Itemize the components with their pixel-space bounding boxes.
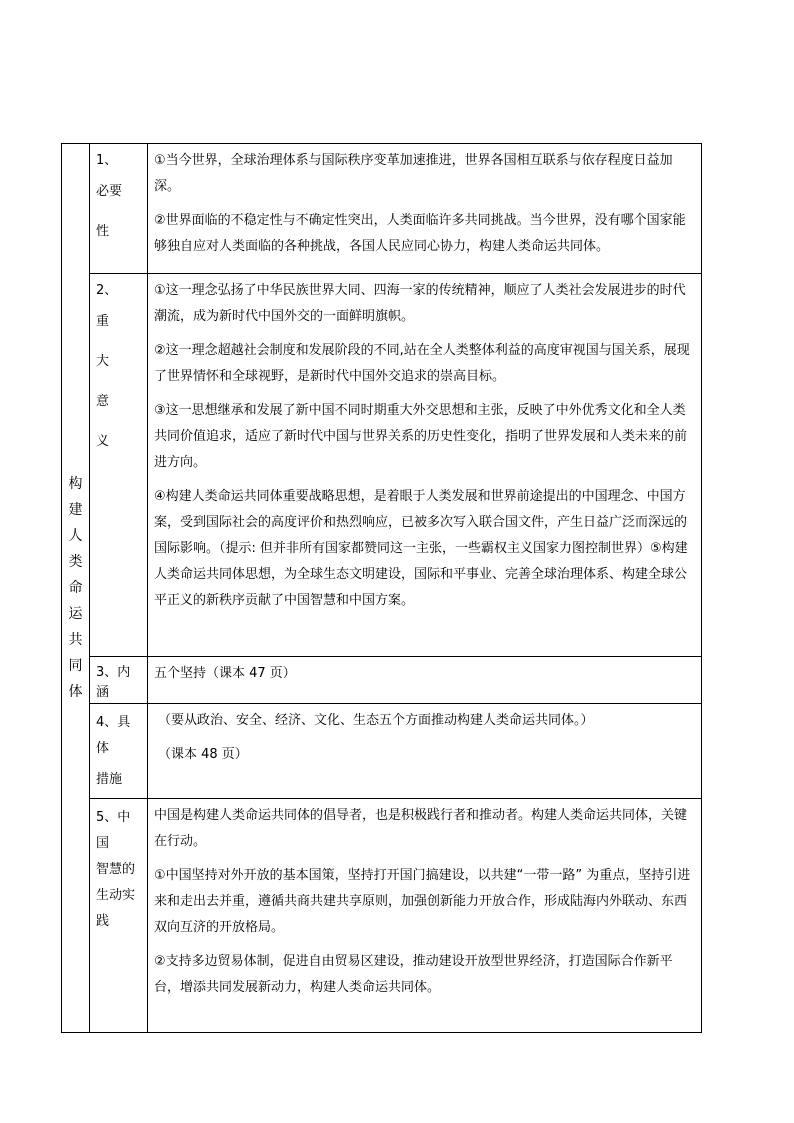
topic-char: 人 <box>68 528 83 544</box>
label-line: 5、中国 <box>96 810 131 851</box>
content-paragraph: 中国是构建人类命运共同体的倡导者，也是积极践行者和推动者。构建人类命运共同体，关键在行动。 <box>154 808 688 849</box>
label-line: 3、内涵 <box>96 665 131 700</box>
row-label-significance <box>90 274 148 657</box>
content-paragraph: ①当今世界，全球治理体系与国际秩序变革加速推进，世界各国相互联系与依存程度日益加深。 <box>154 153 673 194</box>
label-line: 义 <box>96 434 110 449</box>
label-line: 4、具体 <box>96 715 131 756</box>
topic-char: 共 <box>68 632 83 648</box>
label-line: 1、 <box>96 153 118 168</box>
content-paragraph: ③这一思想继承和发展了新中国不同时期重大外交思想和主张，反映了中外优秀文化和全人类共同价值追求，适应了新时代中国与世界关系的历史性变化，指明了世界发展和人类未来的前进方向。 <box>154 403 688 470</box>
label-line: 措施 <box>96 772 123 787</box>
label-line: 2、 <box>96 283 118 298</box>
content-table <box>61 143 702 1033</box>
content-paragraph: 五个坚持（课本 47 页） <box>154 666 296 681</box>
table-row <box>62 704 702 799</box>
table-row <box>62 799 702 1033</box>
label-line: 重 <box>96 314 110 329</box>
label-line: 性 <box>96 224 110 239</box>
row-content-connotation <box>148 657 702 704</box>
content-paragraph: ②世界面临的不稳定性与不确定性突出，人类面临许多共同挑战。当今世界，没有哪个国家能够独自应对人类面临的各种挑战，各国人民应同心协力，构建人类命运共同体。 <box>154 213 686 254</box>
topic-char: 同 <box>68 658 83 674</box>
label-line: 意 <box>96 394 110 409</box>
table-row <box>62 657 702 704</box>
content-paragraph: （课本 48 页） <box>158 747 248 762</box>
content-paragraph: ②支持多边贸易体制，促进自由贸易区建设，推动建设开放型世界经济，打造国际合作新平台，增添共同发展新动力，构建人类命运共同体。 <box>154 954 673 995</box>
topic-char: 命 <box>68 580 83 596</box>
topic-char: 运 <box>68 606 83 622</box>
row-content-significance <box>148 274 702 657</box>
label-line: 大 <box>96 354 110 369</box>
row-label-measures <box>90 704 148 799</box>
label-line: 智慧的 <box>96 862 136 877</box>
row-label-practice <box>90 799 148 1033</box>
table-row <box>62 274 702 657</box>
topic-char: 体 <box>68 684 83 700</box>
table-row <box>62 144 702 274</box>
content-paragraph: ①中国坚持对外开放的基本国策，坚持打开国门搞建设，以共建“一带一路” 为重点，坚持引进来和走出去并重，遵循共商共建共享原则，加强创新能力开放合作，形成陆海内外联动、东西双向互济的开放格局。 <box>154 868 691 935</box>
label-line: 必要 <box>96 184 123 199</box>
topic-char: 建 <box>68 502 83 518</box>
content-paragraph: ①这一理念弘扬了中华民族世界大同、四海一家的传统精神，顺应了人类社会发展进步的时代潮流，成为新时代中国外交的一面鲜明旗帜。 <box>154 283 686 324</box>
content-paragraph: （要从政治、安全、经济、文化、生态五个方面推动构建人类命运共同体。） <box>158 713 594 728</box>
topic-cell <box>62 144 90 1033</box>
label-line: 践 <box>96 914 110 929</box>
row-content-measures <box>148 704 702 799</box>
topic-char: 类 <box>68 554 83 570</box>
row-label-connotation <box>90 657 148 704</box>
label-line: 生动实 <box>96 888 136 903</box>
topic-char: 构 <box>68 476 83 492</box>
content-paragraph: ④构建人类命运共同体重要战略思想，是着眼于人类发展和世界前途提出的中国理念、中国方案，受到国际社会的高度评价和热烈响应，已被多次写入联合国文件，产生日益广泛而深远的国际影响。（提示: 但并非所有国家都赞同这一主张，一些霸权主义国家力图控制世界）⑤构建人类命运共同体思想，为全球生态文明建设，国际和平事业、完善全球治理体系、构建全球公平正义的新秩序贡献了中国智慧和中国方案。 <box>154 489 688 608</box>
row-content-practice <box>148 799 702 1033</box>
row-content-necessity <box>148 144 702 274</box>
content-paragraph: ②这一理念超越社会制度和发展阶段的不同,站在全人类整体利益的高度审视国与国关系，展现了世界情怀和全球视野，是新时代中国外交追求的崇高目标。 <box>154 343 690 384</box>
row-label-necessity <box>90 144 148 274</box>
